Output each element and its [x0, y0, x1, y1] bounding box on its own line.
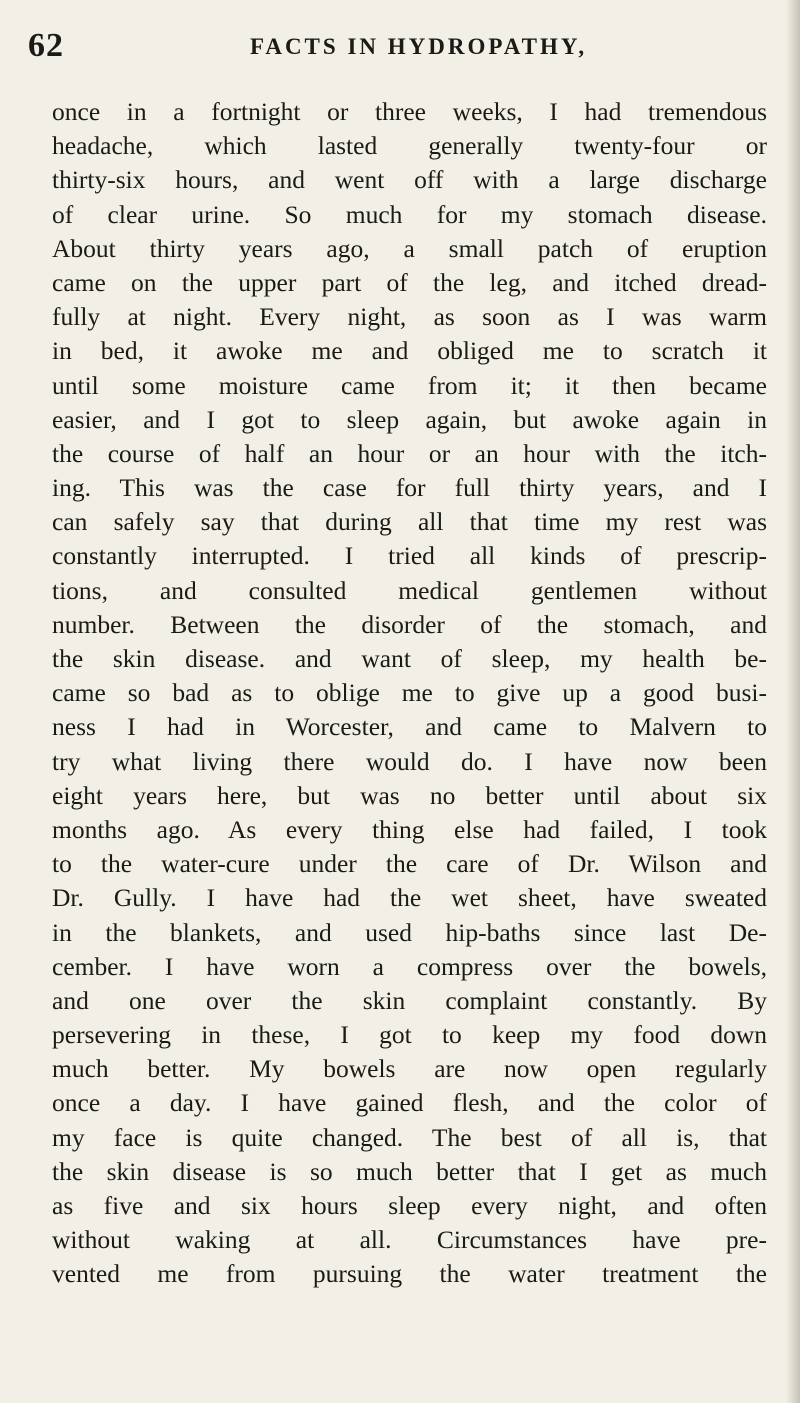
text-line: fully at night. Every night, as soon as I was warm — [52, 302, 767, 332]
text-line: much better. My bowels are now open regularly — [52, 1054, 767, 1084]
text-line: in the blankets, and used hip-baths since last De- — [52, 917, 767, 947]
page-number: 62 — [28, 27, 64, 64]
running-head — [28, 26, 768, 66]
text-line: until some moisture came from it; it then became — [52, 370, 767, 400]
text-line: once in a fortnight or three weeks, I had tremendous — [52, 97, 767, 126]
text-line: vented me from pursuing the water treatment the — [52, 1259, 767, 1289]
text-line: thirty-six hours, and went off with a large discharge — [52, 165, 767, 195]
text-line: number. Between the disorder of the stomach, and — [52, 609, 767, 639]
text-line: months ago. As every thing else had failed, I took — [52, 814, 767, 844]
text-line: and one over the skin complaint constantly. By — [52, 985, 767, 1015]
text-line: came so bad as to oblige me to give up a good busi- — [52, 678, 767, 708]
text-line: ing. This was the case for full thirty years, and I — [52, 473, 767, 503]
text-line: ness I had in Worcester, and came to Malvern to — [52, 712, 767, 742]
text-line: without waking at all. Circumstances have pre- — [52, 1225, 767, 1255]
text-line: tions, and consulted medical gentlemen without — [52, 575, 767, 605]
text-line: to the water-cure under the care of Dr. Wilson and — [52, 849, 767, 879]
text-line: try what living there would do. I have now been — [52, 746, 767, 776]
text-line: persevering in these, I got to keep my food down — [52, 1020, 767, 1050]
text-line: can safely say that during all that time my rest was — [52, 507, 767, 537]
text-line: the skin disease. and want of sleep, my health be- — [52, 644, 767, 673]
text-line: of clear urine. So much for my stomach disease. — [52, 199, 767, 229]
text-line: headache, which lasted generally twenty-four or — [52, 131, 767, 161]
text-line: Dr. Gully. I have had the wet sheet, have sweated — [52, 883, 767, 913]
text-line: my face is quite changed. The best of all is, that — [52, 1122, 767, 1152]
text-line: constantly interrupted. I tried all kinds of prescrip- — [52, 541, 767, 571]
text-line: cember. I have worn a compress over the bowels, — [52, 951, 767, 981]
text-line: in bed, it awoke me and obliged me to scratch it — [52, 336, 767, 366]
text-line: once a day. I have gained flesh, and the color of — [52, 1088, 767, 1118]
page-edge-shadow — [786, 0, 800, 1403]
body-text — [52, 95, 767, 1292]
running-title: FACTS IN HYDROPATHY, — [250, 34, 588, 59]
text-line: came on the upper part of the leg, and itched dread- — [52, 267, 767, 297]
text-line: About thirty years ago, a small patch of eruption — [52, 233, 767, 263]
text-line: eight years here, but was no better until about six — [52, 780, 767, 810]
text-line: as five and six hours sleep every night, and often — [52, 1191, 767, 1220]
text-line: the skin disease is so much better that I get as much — [52, 1156, 767, 1186]
text-line: easier, and I got to sleep again, but awoke again in — [52, 404, 767, 434]
text-line: the course of half an hour or an hour with the itch- — [52, 438, 767, 468]
